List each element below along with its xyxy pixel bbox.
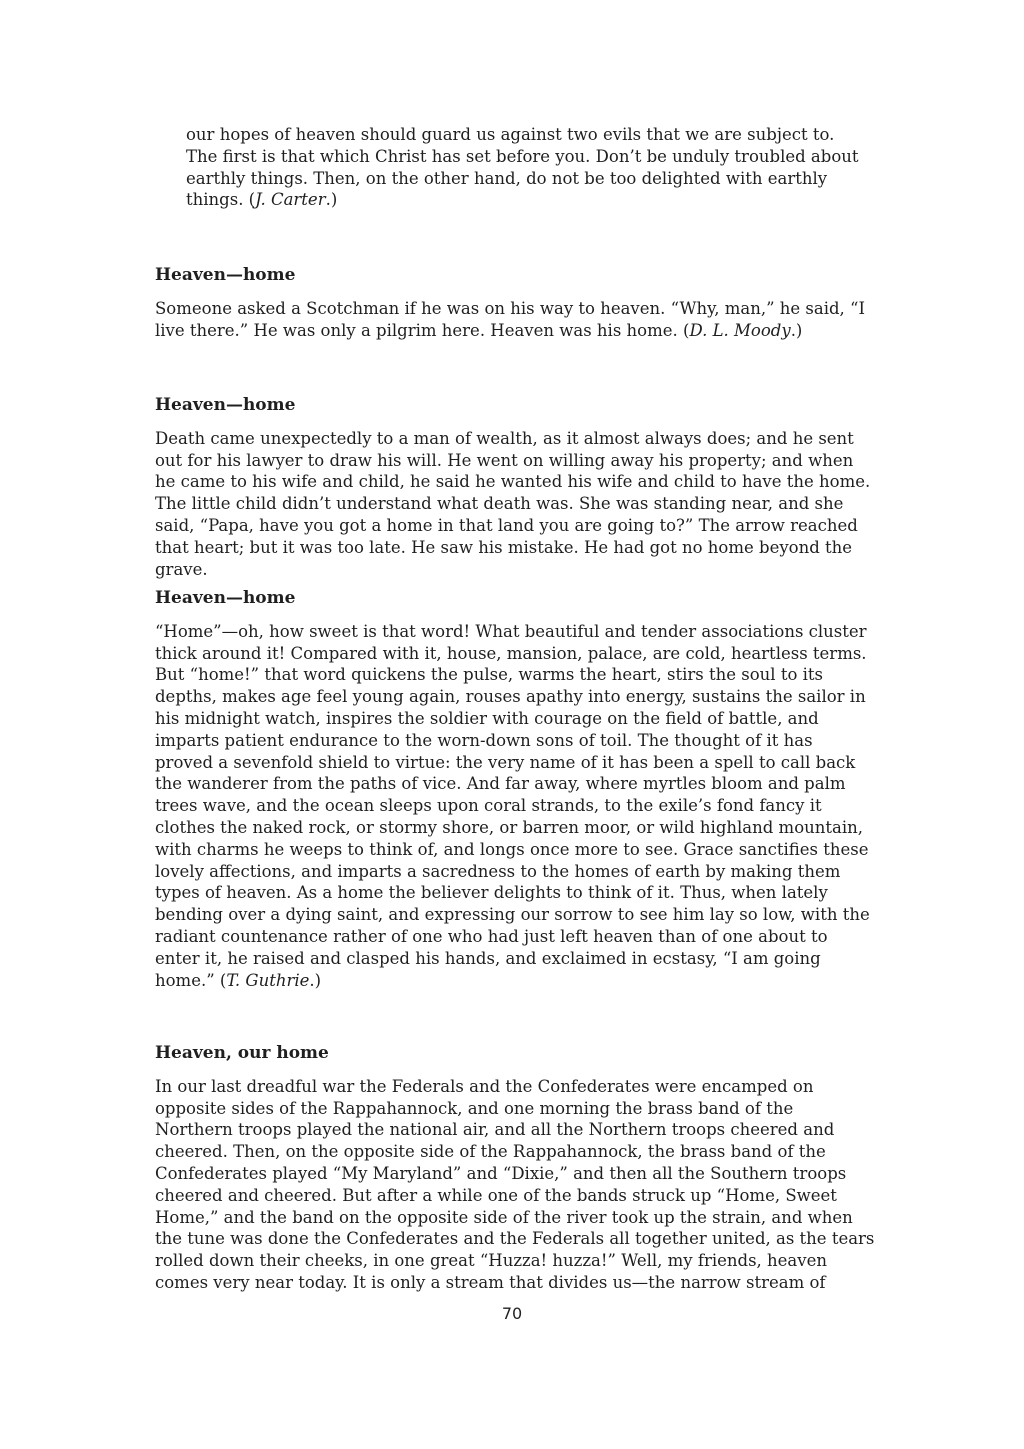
section-text	[155, 621, 875, 992]
section-author: T. Guthrie	[226, 970, 310, 990]
section-heading: Heaven—home	[155, 588, 296, 608]
section-text: Death came unexpectedly to a man of wealth, as it almost always does; and he sent out for his lawyer to draw his will. He went on willing away his property; and when he came to his wife and child, he said he wanted his wife and child to have the home. The little child didn’t understand what death was. She was standing near, and she said, “Papa, have you got a home in that land you are going to?” The arrow reached that heart; but it was too late. He saw his mistake. He had got no home beyond the grave.	[155, 428, 871, 579]
intro-close: .)	[325, 190, 338, 210]
section-close: .)	[309, 970, 322, 990]
section-4	[155, 1043, 875, 1294]
section-text	[155, 298, 875, 342]
intro-body: our hopes of heaven should guard us against two evils that we are subject to. The first is that which Christ has set before you. Don’t be unduly troubled about earthly things. Then, on the other hand, do not be too delighted with earthly things. (	[186, 125, 859, 210]
section-2	[155, 395, 875, 580]
section-author: D. L. Moody	[689, 320, 791, 340]
section-body: “Home”—oh, how sweet is that word! What beautiful and tender associations cluster thick around it! Compared with it, house, mansion, palace, are cold, heartless terms. But “home!” that word quickens the pulse, warms the heart, stirs the soul to its depths, makes age feel young again, rouses apathy into energy, sustains the sailor in his midnight watch, inspires the soldier with courage on the field of battle, and imparts patient endurance to the worn-down sons of toil. The thought of it has proved a sevenfold shield to virtue: the very name of it has been a spell to call back the wanderer from the paths of vice. And far away, where myrtles bloom and palm trees wave, and the ocean sleeps upon coral strands, to the exile’s fond fancy it clothes the naked rock, or stormy shore, or barren moor, or wild highland mountain, with charms he weeps to think of, and longs once more to see. Grace sanctifies these lovely affections, and imparts a sacredness to the homes of earth by making them types of heaven. As a home the believer delights to think of it. Thus, when lately bending over a dying saint, and expressing our sorrow to see him lay so low, with the radiant countenance rather of one who had just left heaven than of one about to enter it, he raised and clasped his hands, and exclaimed in ecstasy, “I am going home.” (	[155, 621, 870, 990]
section-3	[155, 588, 875, 991]
section-close: .)	[790, 320, 803, 340]
intro-text	[186, 124, 866, 211]
section-body: Someone asked a Scotchman if he was on his way to heaven. “Why, man,” he said, “I live there.” He was only a pilgrim here. Heaven was his home. (	[155, 298, 865, 340]
section-1	[155, 265, 875, 341]
page-number: 70	[501, 1304, 523, 1323]
section-heading: Heaven—home	[155, 265, 296, 285]
intro-author: J. Carter	[255, 190, 326, 210]
section-heading: Heaven—home	[155, 395, 296, 415]
section-text: In our last dreadful war the Federals and the Confederates were encamped on opposite sides of the Rappahannock, and one morning the brass band of the Northern troops played the national air, and all the Northern troops cheered and cheered. Then, on the opposite side of the Rappahannock, the brass band of the Confederates played “My Maryland” and “Dixie,” and then all the Southern troops cheered and cheered. But after a while one of the bands struck up “Home, Sweet Home,” and the band on the opposite side of the river took up the strain, and when the tune was done the Confederates and the Federals all together united, as the tears rolled down their cheeks, in one great “Huzza! huzza!” Well, my friends, heaven comes very near today. It is only a stream that divides us—the narrow stream of	[155, 1076, 875, 1292]
section-heading: Heaven, our home	[155, 1043, 329, 1063]
intro-paragraph	[186, 124, 866, 211]
